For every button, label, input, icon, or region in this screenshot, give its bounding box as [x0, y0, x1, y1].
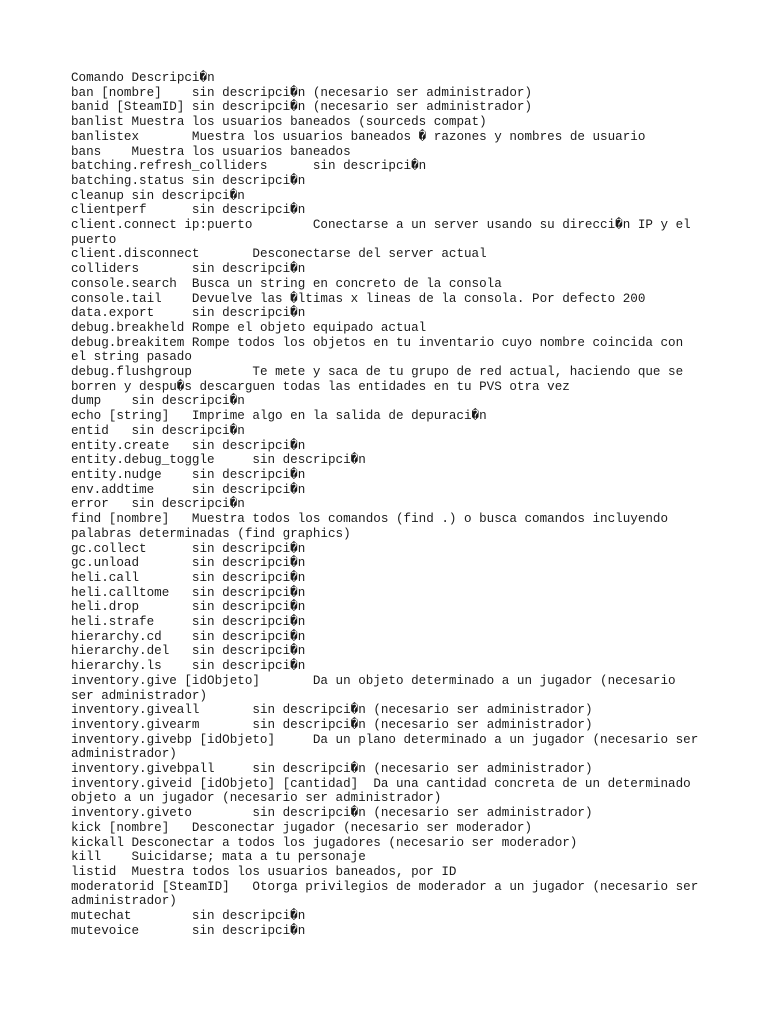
- text-line: kickall Desconectar a todos los jugadores (necesario ser moderador): [71, 835, 578, 850]
- text-line: heli.drop sin descripci�n: [71, 600, 306, 615]
- text-line: entity.create sin descripci�n: [71, 438, 306, 453]
- text-line: echo [string] Imprime algo en la salida de depuraci�n: [71, 409, 487, 424]
- text-line: error sin descripci�n: [71, 497, 245, 512]
- text-line: batching.refresh_colliders sin descripci�n: [71, 159, 427, 174]
- text-line: inventory.giveid [idObjeto] [cantidad] Da una cantidad concreta de un determinado objeto a un jugador (necesario ser administrador): [71, 776, 699, 806]
- text-line: heli.strafe sin descripci�n: [71, 615, 306, 630]
- text-line: client.disconnect Desconectarse del server actual: [71, 247, 487, 262]
- text-line: heli.call sin descripci�n: [71, 570, 306, 585]
- text-line: ban [nombre] sin descripci�n (necesario ser administrador): [71, 85, 533, 100]
- text-line: data.export sin descripci�n: [71, 306, 306, 321]
- text-line: inventory.give [idObjeto] Da un objeto determinado a un jugador (necesario ser administrador): [71, 673, 684, 703]
- document-text: [71, 71, 706, 938]
- text-line: inventory.givearm sin descripci�n (necesario ser administrador): [71, 717, 593, 732]
- text-line: clientperf sin descripci�n: [71, 203, 306, 218]
- text-line: find [nombre] Muestra todos los comandos (find .) o busca comandos incluyendo palabras determinadas (find graphics): [71, 512, 676, 541]
- text-line: debug.breakitem Rompe todos los objetos en tu inventario cuyo nombre coincida con el string pasado: [71, 335, 691, 365]
- text-line: mutevoice sin descripci�n: [71, 923, 306, 938]
- text-line: banlist Muestra los usuarios baneados (sourceds compat): [71, 115, 487, 130]
- text-line: moderatorid [SteamID] Otorga privilegios de moderador a un jugador (necesario ser administrador): [71, 879, 706, 909]
- text-line: inventory.givebp [idObjeto] Da un plano determinado a un jugador (necesario ser administrador): [71, 732, 706, 762]
- text-line: inventory.giveto sin descripci�n (necesario ser administrador): [71, 806, 593, 821]
- text-line: hierarchy.cd sin descripci�n: [71, 629, 306, 644]
- text-line: mutechat sin descripci�n: [71, 909, 306, 924]
- text-line: client.connect ip:puerto Conectarse a un server usando su direcci�n IP y el puerto: [71, 218, 699, 247]
- text-line: Comando Descripci�n: [71, 71, 215, 85]
- text-line: inventory.giveall sin descripci�n (necesario ser administrador): [71, 703, 593, 718]
- text-line: entity.debug_toggle sin descripci�n: [71, 453, 366, 468]
- text-line: kick [nombre] Desconectar jugador (necesario ser moderador): [71, 820, 533, 835]
- text-line: debug.flushgroup Te mete y saca de tu grupo de red actual, haciendo que se borren y despu�s descarguen todas las entidades en tu PVS otra vez: [71, 365, 691, 394]
- text-line: hierarchy.del sin descripci�n: [71, 644, 306, 659]
- text-line: entid sin descripci�n: [71, 423, 245, 438]
- text-line: debug.breakheld Rompe el objeto equipado actual: [71, 320, 427, 335]
- text-line: batching.status sin descripci�n: [71, 173, 306, 188]
- text-line: entity.nudge sin descripci�n: [71, 467, 306, 482]
- text-line: inventory.givebpall sin descripci�n (necesario ser administrador): [71, 762, 593, 777]
- text-line: dump sin descripci�n: [71, 394, 245, 409]
- text-line: listid Muestra todos los usuarios baneados, por ID: [71, 864, 457, 879]
- text-line: gc.collect sin descripci�n: [71, 541, 306, 556]
- text-line: bans Muestra los usuarios baneados: [71, 144, 351, 159]
- text-line: cleanup sin descripci�n: [71, 188, 245, 203]
- text-line: console.tail Devuelve las �ltimas x lineas de la consola. Por defecto 200: [71, 291, 646, 306]
- text-line: heli.calltome sin descripci�n: [71, 585, 306, 600]
- text-line: colliders sin descripci�n: [71, 262, 306, 277]
- text-line: banlistex Muestra los usuarios baneados � razones y nombres de usuario: [71, 129, 646, 144]
- text-line: banid [SteamID] sin descripci�n (necesario ser administrador): [71, 100, 533, 115]
- text-line: hierarchy.ls sin descripci�n: [71, 659, 306, 674]
- text-line: env.addtime sin descripci�n: [71, 482, 306, 497]
- text-line: kill Suicidarse; mata a tu personaje: [71, 850, 366, 865]
- text-line: console.search Busca un string en concreto de la consola: [71, 276, 502, 291]
- text-line: gc.unload sin descripci�n: [71, 556, 306, 571]
